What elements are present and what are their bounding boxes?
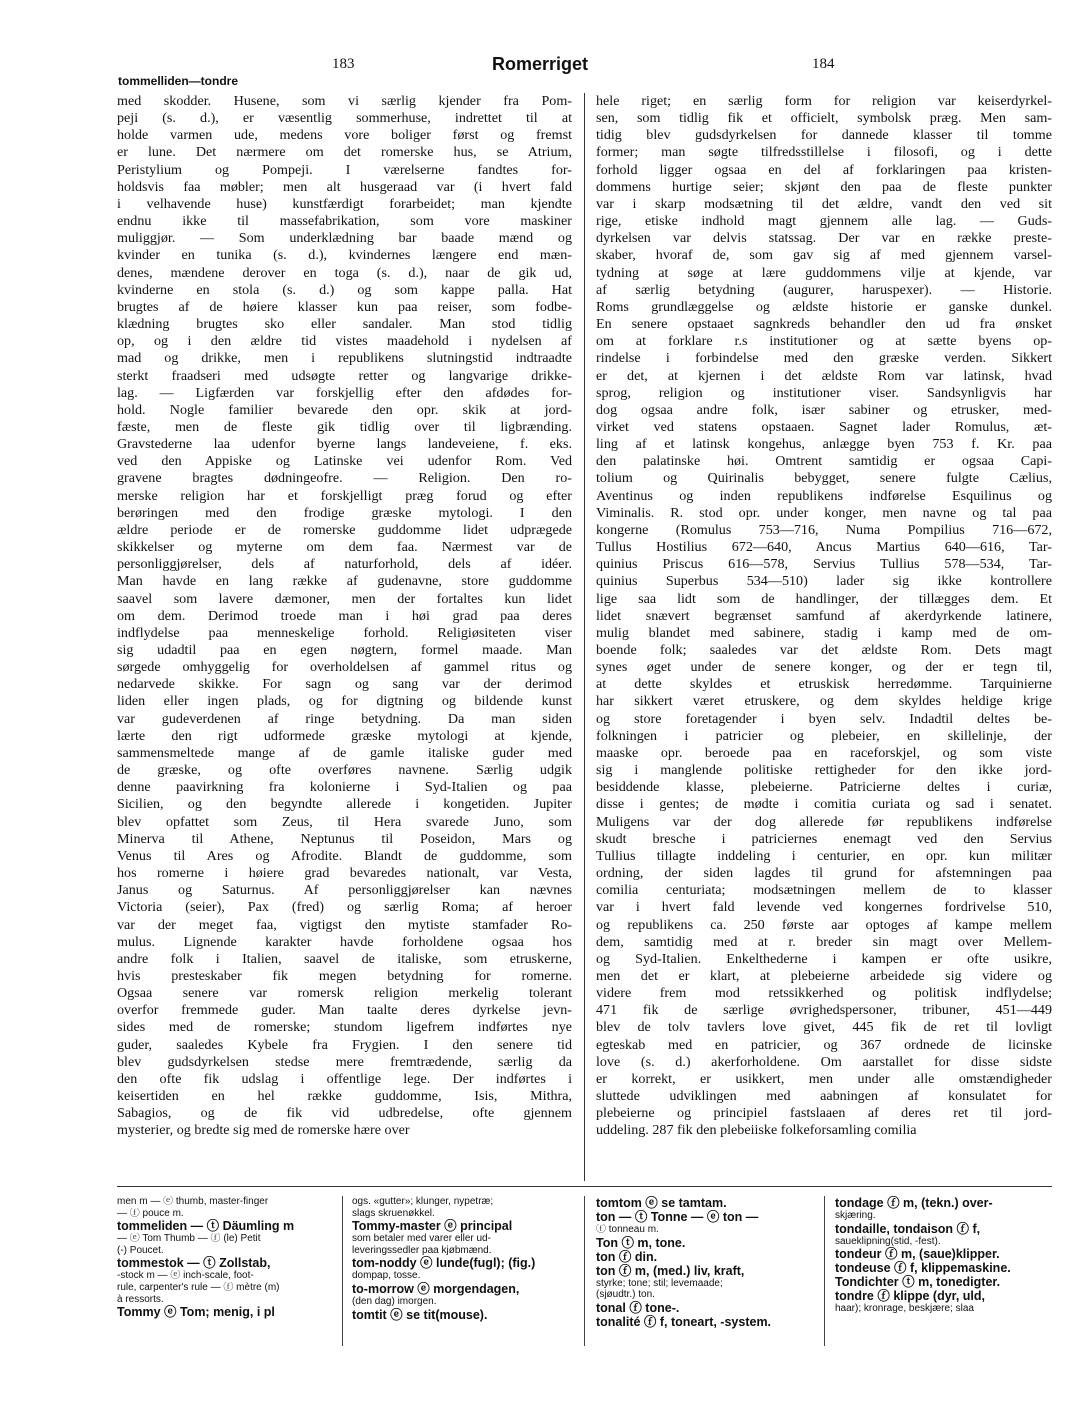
footer-divider: [117, 1186, 1052, 1187]
text-line: tydning at søge at lære guddommens vilje at kjende, var: [596, 264, 1052, 281]
text-line: dem, samtidig med at r. breder sin magt over Mellem-: [596, 933, 1052, 950]
entry-headword-line: ton ⓕ din.: [596, 1249, 658, 1264]
text-line: holde varmen ude, medens vore boliger først og fremst: [117, 127, 572, 144]
text-line: blev gudsdyrkelsen stedse mere fremtrædende, særlig da: [117, 1053, 572, 1070]
text-line: er lune. Det nærmere om det romerske hus, se Atrium,: [117, 144, 572, 161]
footer-divider-3: [824, 1196, 825, 1346]
entry-text-line: (-) Poucet.: [117, 1244, 164, 1256]
entry-text-line: -stock m — ⓔ inch-scale, foot-: [117, 1270, 254, 1282]
text-line: Man havde en lang række af gudenavne, store guddomme: [117, 573, 572, 590]
text-line: men det er klart, at plebeierne arbeidede sig videre og: [596, 967, 1052, 984]
page-title: Romerriget: [491, 54, 589, 74]
column-divider: [584, 93, 585, 1181]
text-line: om at forklare r.s institutioner og at sætte byens op-: [596, 333, 1052, 350]
text-line: og store foretagender i byen selv. Indadtil deltes be-: [596, 710, 1052, 727]
text-line: personliggjørelser, dels af naturforhold, dels af idéer.: [117, 556, 572, 573]
text-line: fæste, men de fleste gik tidlig over til ligbrænding.: [117, 418, 572, 435]
text-line: folkningen i patricier og plebeier, en skillelinje, der: [596, 727, 1052, 744]
text-line: synes øget under de senere konger, og der er tegn til,: [596, 659, 1052, 676]
footer-divider-1: [342, 1196, 343, 1346]
text-line: Tullus Hostilius 672—640, Ancus Martius 640—616, Tar-: [596, 539, 1052, 556]
text-line: og Syd-Italien. Enkelthederne i kampen er ofte usikre,: [596, 950, 1052, 967]
text-line: indflydelse paa menneskelige forhold. Religiøsiteten viser: [117, 624, 572, 641]
text-line: den ofte fik udslag i offentlige lege. Der indførtes i: [117, 1070, 572, 1087]
text-line: lag. — Ligfærden var forskjellig efter den afdødes for-: [117, 384, 572, 401]
text-line: mad og drikke, men i republikens slutningstid indtraadte: [117, 350, 572, 367]
text-line: dommens hurtige seier; skjønt den paa de fleste punkter: [596, 178, 1052, 195]
text-line: er det, at kjernen i det ældste Rom var latinsk, hvad: [596, 367, 1052, 384]
text-line: brugtes af de høiere klasser kun paa reiser, som fodbe-: [117, 298, 572, 315]
text-line: denne paavirkning fra kolonierne i Syd-Italien og paa: [117, 779, 572, 796]
entry-text-line: — ⓕ pouce m.: [117, 1207, 184, 1219]
text-line: lærte den rigt udformede græske mytologi at kjende,: [117, 727, 572, 744]
article-column-right: [596, 93, 1052, 1181]
text-line: mulig blandet med sabinere, stadig i kamp med de om-: [596, 624, 1052, 641]
entry-headword-line: tonal ⓕ tone-.: [596, 1300, 680, 1315]
entry-headword-line: tomtit ⓔ se tit(mouse).: [352, 1307, 488, 1322]
text-line: 471 fik de særlige øvrighedspersoner, tribuner, 451—449: [596, 1002, 1052, 1019]
entry-text-line: som betaler med varer eller ud-: [352, 1233, 491, 1245]
text-line: rige, etiske indhold magt gjennem alle lag. — Guds-: [596, 213, 1052, 230]
article-column-left: [117, 93, 572, 1181]
entry-text-line: saueklipning(stid, -fest).: [835, 1235, 941, 1247]
text-line: rindelse i forbindelse med den græske verden. Sikkert: [596, 350, 1052, 367]
text-line: peji (s. d.), er væsentlig sommerhuse, indrettet til at: [117, 110, 572, 127]
text-line: og republikens ca. 250 første aar optoges af kampe mellem: [596, 916, 1052, 933]
text-line: guder, saaledes Kybele fra Frygien. I den senere tid: [117, 1036, 572, 1053]
text-line: var gudeverdenen af ringe betydning. Da man siden: [117, 710, 572, 727]
text-line: kvinder en tunika (s. d.), kvindernes længere end mæn-: [117, 247, 572, 264]
text-line: Aventinus og inden republikens indførelse Esquilinus og: [596, 487, 1052, 504]
text-line: blev opfattet som Zeus, til Hera svarede Juno, som: [117, 813, 572, 830]
text-line: var der meget faa, vigtigst den mytiste stamfader Ro-: [117, 916, 572, 933]
text-line: Gravstederne laa udenfor byerne langs landeveiene, f. eks.: [117, 436, 572, 453]
text-line: dog ogsaa andre folk, især sabiner og etrusker, med-: [596, 401, 1052, 418]
text-line: blev de tolv tavlers love givet, 445 fik de ret til lovligt: [596, 1019, 1052, 1036]
text-line: virket ved statens opstaaen. Sagnet lader Romulus, æt-: [596, 418, 1052, 435]
text-line: lidet snævert begrænset samfund af akerdyrkende latinere,: [596, 607, 1052, 624]
text-line: holdsvis faa møbler; men alt husgeraad var (i hvert fald: [117, 178, 572, 195]
text-line: om dem. Derimod troede man i høi grad paa deres: [117, 607, 572, 624]
text-line: er korrekt, er usikkert, men under alle omstændigheder: [596, 1070, 1052, 1087]
text-line: former; man søgte tilfredsstillelse i filosofi, og i dette: [596, 144, 1052, 161]
text-line: var i skarp modsætning til det ældre, vandt den ved sit: [596, 195, 1052, 212]
entry-text-line: (den dag) imorgen.: [352, 1295, 437, 1307]
text-line: med skodder. Husene, som vi særlig kjender fra Pom-: [117, 93, 572, 109]
page-number-left: 183: [332, 56, 355, 72]
entry-headword-line: tondaille, tondaison ⓕ f,: [835, 1221, 981, 1236]
text-line: de græske, og ofte overføres navnene. Særlig udgik: [117, 762, 572, 779]
text-line: sammensmeltede mange af de gamle italiske guder med: [117, 744, 572, 761]
entry-headword-line: ton ⓕ m, (med.) liv, kraft,: [596, 1263, 745, 1278]
text-line: Venus til Ares og Afrodite. Blandt de guddomme, som: [117, 847, 572, 864]
entry-headword-line: Tommy-master ⓔ principal: [352, 1219, 513, 1234]
footer-column-4: [835, 1196, 1052, 1386]
text-line: sen, som tidlig fik et officielt, symbolsk præg. Men sam-: [596, 110, 1052, 127]
text-line: hele riget; en særlig form for religion var keiserdyrkel-: [596, 93, 1052, 109]
text-line: tolium og Quirinalis bebygget, senere fulgte Cælius,: [596, 470, 1052, 487]
text-line: endnu ikke til massefabrikation, som vore maskiner: [117, 213, 572, 230]
text-line: berøringen med den frodige græske mytologi. I den: [117, 504, 572, 521]
entry-text-line: men m — ⓔ thumb, master-finger: [117, 1196, 269, 1207]
text-line: sides med de romerske; stundom ligefrem indførtes nye: [117, 1019, 572, 1036]
text-line: ved den Appiske og Latinske vei udenfor Rom. Ved: [117, 453, 572, 470]
entry-headword-line: tommeliden — ⓣ Däumling m: [117, 1219, 295, 1234]
text-line: overfor fremmede guder. Man taalte deres dyrkelse jevn-: [117, 1002, 572, 1019]
entry-headword-line: tomtom ⓔ se tamtam.: [596, 1196, 727, 1210]
entry-text-line: styrke; tone; stil; levemaade;: [596, 1277, 723, 1289]
text-line: mysterier, og bredte sig med de romerske hære over: [117, 1122, 410, 1139]
entry-headword-line: ton — ⓣ Tonne — ⓔ ton —: [596, 1210, 759, 1224]
text-line: egteskab med en patricier, og 367 ordnede de licinske: [596, 1036, 1052, 1053]
entry-text-line: haar); kronrage, beskjære; slaa: [835, 1303, 974, 1315]
text-line: forhold ligger ogsaa en del af forklaringen paa kristen-: [596, 161, 1052, 178]
text-line: Tullius tillagte inddeling i centurier, en opr. kun militær: [596, 847, 1052, 864]
text-line: Peristylium og Pompeji. I værelserne fandtes for-: [117, 161, 572, 178]
text-line: Minerva til Athene, Neptunus til Poseidon, Mars og: [117, 830, 572, 847]
entry-headword-line: Ton ⓣ m, tone.: [596, 1235, 686, 1250]
text-line: lige saa lidt som de handlinger, der tillægges dem. Et: [596, 590, 1052, 607]
text-line: dyrkelsen var delvis statssag. Der var en række preste-: [596, 230, 1052, 247]
text-line: maaske opr. beroede paa en raceforskjel, og som viste: [596, 744, 1052, 761]
text-line: skikkelser og myterne om dem faa. Nærmest var de: [117, 539, 572, 556]
text-line: liden eller ingen plads, og for digtning og bildende kunst: [117, 693, 572, 710]
entry-text-line: — ⓔ Tom Thumb — ⓕ (le) Petit: [117, 1233, 261, 1245]
text-line: Viminalis. R. stod opr. under konger, men navne og tal paa: [596, 504, 1052, 521]
text-line: hvis presteskaber fik megen betydning for romerne.: [117, 967, 572, 984]
footer-divider-2: [584, 1196, 585, 1346]
text-line: Ogsaa senere var romersk religion merkelig tolerant: [117, 985, 572, 1002]
text-line: Sabagios, og de fik vid udbredelse, ofte gjennem: [117, 1105, 572, 1122]
entry-text-line: à ressorts.: [117, 1293, 164, 1305]
text-line: besiddende klasse, plebeierne. Patricierne deltes i curiæ,: [596, 779, 1052, 796]
entry-text-line: ⓕ tonneau m.: [596, 1224, 659, 1235]
entry-text-line: dompap, tosse.: [352, 1270, 421, 1282]
text-line: var i hvert fald levende ved kongernes fordrivelse 510,: [596, 899, 1052, 916]
text-line: nedarvede skikke. For sagn og sang var der derimod: [117, 676, 572, 693]
text-line: hos romerne i høiere grad bevaredes nationalt, var Vesta,: [117, 865, 572, 882]
entry-headword-line: Tommy ⓔ Tom; menig, i pl: [117, 1305, 275, 1320]
text-line: keisertiden en hel række guddomme, Isis, Mithra,: [117, 1088, 572, 1105]
entry-text-line: leveringssedler paa kjøbmænd.: [352, 1244, 492, 1256]
entry-headword-line: tondeuse ⓕ f, klippemaskine.: [835, 1261, 1011, 1276]
text-line: videre frem mod retssikkerhed og politisk indflydelse;: [596, 985, 1052, 1002]
text-line: ordning, der siden lagdes til grund for afstemningen paa: [596, 865, 1052, 882]
text-line: kvinderne en stola (s. d.) og som kappe palla. Hat: [117, 281, 572, 298]
text-line: i velhavende huse) kunstfærdigt forarbeidet; man kjendte: [117, 195, 572, 212]
text-line: Roms grundlæggelse og ældste historie er ganske dunkel.: [596, 298, 1052, 315]
text-line: ling af et latinsk kongehus, anlægge byen 753 f. Kr. paa: [596, 436, 1052, 453]
entry-headword-line: tonalité ⓕ f, toneart, -system.: [596, 1314, 772, 1329]
text-line: quinius Superbus 534—510) lader sig ikke kontrollere: [596, 573, 1052, 590]
text-line: kongerne (Romulus 753—716, Numa Pompilius 716—672,: [596, 521, 1052, 538]
text-line: gravene bragtes dødningeofre. — Religion. Den ro-: [117, 470, 572, 487]
text-line: sørgede omhyggelig for overholdelsen af gammel ritus og: [117, 659, 572, 676]
text-line: tidig blev gudsdyrkelsen for dannede klasser til tomme: [596, 127, 1052, 144]
text-line: disse i gentes; de mødte i comitia curiata og sad i senatet.: [596, 796, 1052, 813]
guide-words: tommelliden—tondre: [118, 74, 239, 88]
text-line: Victoria (seier), Pax (fred) og særlig Roma; af heroer: [117, 899, 572, 916]
text-line: hold. Nogle familier bevarede den opr. skik at jord-: [117, 401, 572, 418]
text-line: sprog, religion og institutioner viser. Sandsynligvis har: [596, 384, 1052, 401]
entry-headword-line: tommestok — ⓣ Zollstab,: [117, 1256, 271, 1271]
entry-headword-line: tondage ⓕ m, (tekn.) over-: [835, 1196, 993, 1210]
text-line: klædning brugtes sko eller sandaler. Man stod tidlig: [117, 316, 572, 333]
footer-column-3: [596, 1196, 814, 1386]
entry-text-line: ogs. «gutter»; klunger, nypetræ;: [352, 1196, 494, 1207]
text-line: sig i manglende politiske rettigheder for den ikke jord-: [596, 762, 1052, 779]
entry-headword-line: tondeur ⓕ m, (saue)klipper.: [835, 1247, 1000, 1262]
entry-text-line: (sjøudtr.) ton.: [596, 1289, 655, 1301]
text-line: har sikkert været etruskere, og dem skyldes heldige krige: [596, 693, 1052, 710]
footer-column-2: [352, 1196, 569, 1386]
text-line: andre folk i Italien, saavel de italiske, som etruskerne,: [117, 950, 572, 967]
text-line: boende folk; saaledes var det ældste Rom. Dets magt: [596, 642, 1052, 658]
text-line: sig udadtil paa en egen nøgtern, formel maade. Man: [117, 642, 572, 658]
entry-text-line: skjæring.: [835, 1210, 876, 1221]
footer-column-1: [117, 1196, 332, 1386]
text-line: quinius Priscus 616—578, Servius Tullius 578—534, Tar-: [596, 556, 1052, 573]
text-line: comilia centuriata; modsætningen mellem de to klasser: [596, 882, 1052, 899]
text-line: Janus og Saturnus. Af personliggjørelser kan nævnes: [117, 882, 572, 899]
entry-headword-line: tondre ⓕ klippe (dyr, uld,: [835, 1289, 986, 1304]
entry-headword-line: Tondichter ⓣ m, tonedigter.: [835, 1275, 1001, 1290]
entry-text-line: slags skruenøkkel.: [352, 1207, 435, 1219]
text-line: den palatinske høi. Omtrent samtidig er ogsaa Capi-: [596, 453, 1052, 470]
text-line: at dette skyldes et etruskisk herredømme. Tarquinierne: [596, 676, 1052, 693]
text-line: saavel som lavere dæmoner, men der fortaltes kun lidet: [117, 590, 572, 607]
entry-headword-line: tom-noddy ⓔ lunde(fugl); (fig.): [352, 1256, 536, 1271]
text-line: denes, mændene derover en toga (s. d.), naar de gik ud,: [117, 264, 572, 281]
text-line: sterkt fraadseri med udsøgte retter og langvarige drikke-: [117, 367, 572, 384]
text-line: muliggjør. — Som underklædning bar baade mænd og: [117, 230, 572, 247]
text-line: skaber, hvoraf de, som gav sig af med gjennem varsel-: [596, 247, 1052, 264]
text-line: sluttede udviklingen med aabningen af konsulatet for: [596, 1088, 1052, 1105]
text-line: op, og i den ældre tid vistes maadehold i nydelsen af: [117, 333, 572, 350]
entry-text-line: rule, carpenter's rule — ⓕ mètre (m): [117, 1281, 280, 1293]
entry-headword-line: to-morrow ⓔ morgendagen,: [352, 1281, 520, 1296]
text-line: En senere opstaaet sagnkreds behandler den ud fra ønsket: [596, 316, 1052, 333]
text-line: mulus. Lignende karakter havde forholdene ogsaa hos: [117, 933, 572, 950]
text-line: merske religion har et forskjelligt præg forud og efter: [117, 487, 572, 504]
text-line: skudt bresche i patriciernes enemagt ved den Servius: [596, 830, 1052, 847]
text-line: af særlig betydning (augurer, haruspexer). — Historie.: [596, 281, 1052, 298]
text-line: plebeierne og principiel fastslaaen af deres ret til jord-: [596, 1105, 1052, 1122]
text-line: Muligens var der dog allerede før republikens indførelse: [596, 813, 1052, 830]
text-line: uddeling. 287 fik den plebeiiske folkeforsamling comilia: [596, 1122, 917, 1139]
text-line: love (s. d.) akerforholdene. Om aarstallet for disse sidste: [596, 1053, 1052, 1070]
page-number-right: 184: [812, 56, 835, 72]
text-line: ældre periode er de romerske guddomme lidet udprægede: [117, 521, 572, 538]
text-line: Sicilien, og den begyndte allerede i kongetiden. Jupiter: [117, 796, 572, 813]
